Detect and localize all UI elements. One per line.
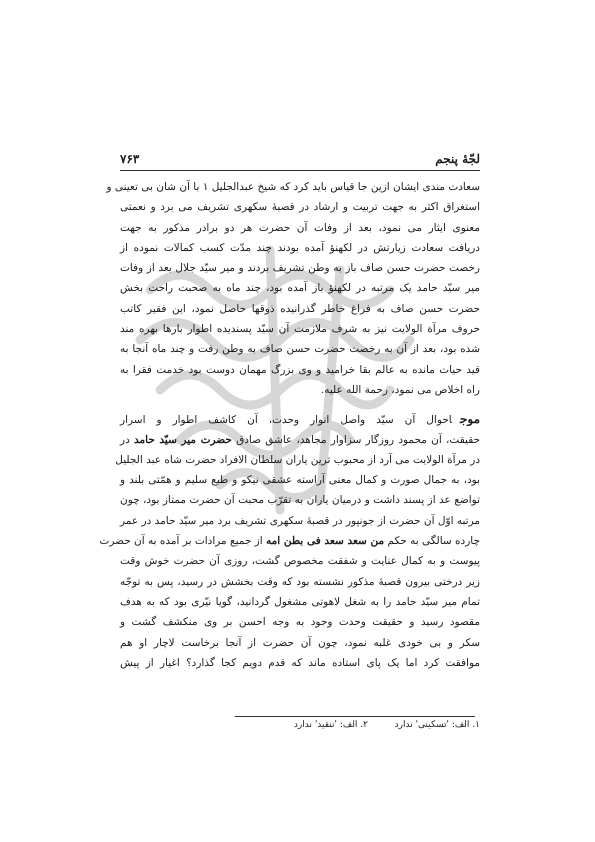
text-line	[99, 531, 480, 551]
footnotes	[120, 720, 480, 736]
text-line: استغراق اکثر به جهت تربیت و ارشاد در قصبهٔ سکهری تشریف می برد و نعمتی	[120, 201, 480, 214]
footnote-2: ۲. الف: 'تنقید' ندارد	[293, 720, 368, 730]
text-line: راه اخلاص می نمود، رحمة الله علیه.	[320, 383, 480, 396]
text-line: در مرآة الولایت می آرد از محبوب ترین یاران سلطان الافراد حضرت شاه عبد الجلیل	[115, 453, 480, 466]
text-line: حروف مرآة الولایت نیز به شرف ملازمت آن سیّد پسندیده اطوار بارها بهره مند	[120, 323, 480, 336]
text-line: مقصود رسید و حقیقت وحدت وجود به وجه احسن بر وی منکشف گشت و	[120, 616, 480, 629]
text-line: زیر درختی بیرون قصبهٔ مذکور نشسته بود که وقت بخشش در رسید، پس به توجّه	[120, 575, 480, 588]
text-line: معنوی ایثار می نمود، بعد از وفات آن حضرت هر دو برادر مذکور به جهت	[120, 221, 480, 234]
text-line	[120, 409, 480, 429]
text-fragment: حقیقت، آن محمود روزگار سزاوار مجاهد، عاشق صادق	[236, 433, 480, 446]
text-line: شده بود، بعد از آن به رخصت حضرت حسن صاف به وطن رفت و چند ماه آنجا به	[120, 343, 480, 356]
footnote-rule	[235, 716, 475, 717]
text-fragment: از جمیع مرادات بر آمده به آن حضرت	[99, 535, 263, 548]
text-fragment: چارده سالگی به حکم	[387, 535, 480, 548]
text-line: موافقت کرد اما یک پای استاده ماند که قدم دویم کجا گذارد؟ اغیار از پیش	[120, 656, 480, 669]
text-line: تواضع عد از پسند داشت و درمیان یاران به تقرّب محبت آن حضرت ممتاز بود، چون	[120, 494, 480, 507]
section-heading: موج	[459, 412, 480, 427]
footnote-1: ۱. الف: 'تسکینی' ندارد	[394, 720, 480, 730]
bold-quote: من سعد سعد فی بطن امه	[266, 535, 385, 548]
text-fragment: در	[120, 433, 130, 446]
text-line: سکر و بی خودی غلبه نمود، چون آن حضرت از آنجا برخاست لاچار او هم	[120, 636, 480, 649]
text-line: رخصت حضرت حسن صاف باز به وطن تشریف بردند و میر سیّد جلال بعد از وفات	[120, 262, 480, 275]
body-text	[99, 177, 480, 673]
running-header	[120, 152, 480, 170]
text-line: سعادت مندی ایشان ازین جا قیاس باید کرد که شیخ عبدالجلیل ۱ با آن شان بی تعینی و	[106, 181, 480, 193]
text-line	[120, 430, 480, 450]
chapter-title: لجّهٔ پنجم	[435, 152, 480, 166]
text-line: دریافت سعادت زیارتش در لکهنؤ آمده بودند چند مدّت کسب کمالات نموده از	[120, 241, 480, 254]
text-line: تمام میر سیّد حامد را به شغل لاهوتی مشغول گردانید، گویا نیّری بود که به هدف	[120, 595, 480, 608]
text-line: قید حیات مانده به عالم بقا خرامید و وی بزرگ مهمان دوست بود خدمت فقرا به	[120, 363, 480, 376]
text-line: حضرت حسن صاف به فراغ خاطر گذرانیده ذوقها حاصل نمود، این فقیر کاتب	[120, 302, 480, 315]
text-line: پیوست و به کمال عنایت و شفقت مخصوص گشت، روزی آن حضرت خوش وقت	[120, 555, 480, 568]
header-rule	[120, 170, 480, 171]
paragraph-gap	[120, 400, 480, 409]
text-line: بود، به جمال صورت و کمال معنی آراسته عشقی نیکو و طبع سلیم و همّتی بلند و	[120, 474, 480, 487]
bold-name: حضرت میر سیّد حامد	[134, 433, 232, 446]
text-line: میر سیّد حامد یک مرتبه در لکهنؤ باز آمده بود، چند ماه به صحبت راحت بخش	[120, 282, 480, 295]
text-line: مرتبه اوّل آن حضرت از جونپور در قصبهٔ سکهری تشریف برد میر سیّد حامد در عمر	[120, 514, 480, 527]
text-fragment: احوال آن سیّد واصل انوار وحدت، آن کاشف اطوار و اسرار	[120, 414, 452, 427]
page-number: ۷۶۳	[120, 152, 140, 166]
